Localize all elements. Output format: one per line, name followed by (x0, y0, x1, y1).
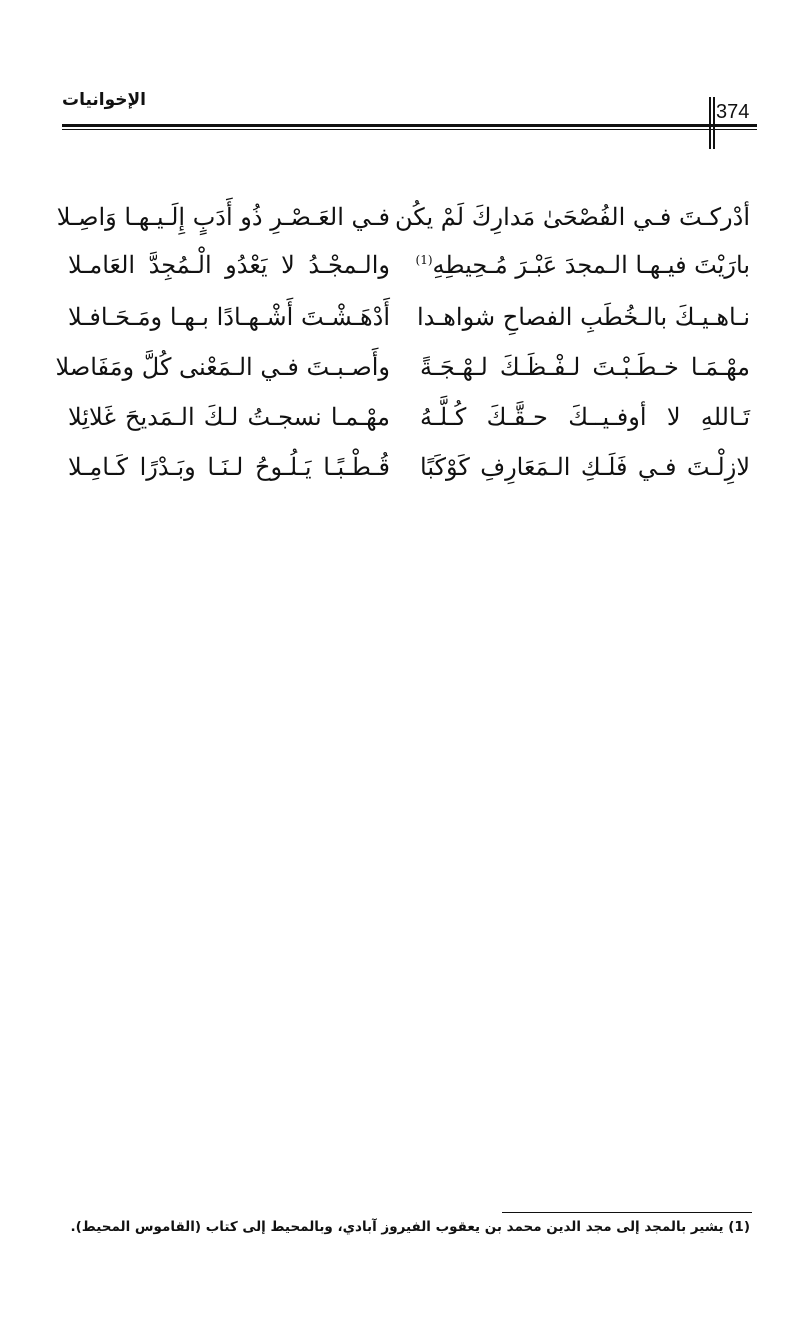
footnote-reference: (1) (415, 253, 433, 267)
verse-6-second-hemistich: قُـطْـبًـا يَـلُـوحُ لـنَـا وبَـدْرًا كَـامِـلا (68, 453, 390, 481)
header-bracket-line (709, 97, 711, 149)
page-number: 374 (716, 101, 750, 123)
verse-2-second-hemistich: والـمجْـدُ لا يَعْدُو الْـمُجِدَّ العَامـلا (68, 251, 390, 279)
footnote-separator (502, 1212, 752, 1213)
verse-3-second-hemistich: أَدْهَـشْـتَ أَشْـهـادًا بـهـا ومَـحَـافـلا (68, 303, 390, 331)
header-bracket-line (713, 97, 715, 149)
verse-5-first-hemistich: تَـاللهِ لا أوفـيــكَ حـقَّـكَ كُـلَّـهُ (420, 403, 750, 431)
verse-4-second-hemistich: وأَصـبـتَ فـي الـمَعْنى كُلَّ ومَفَاصلا (55, 353, 390, 381)
verse-4-first-hemistich: مهْـمَـا خـطَـبْـتَ لـفْـظَـكَ لـهْـجَـةً (420, 353, 750, 381)
verse-6-first-hemistich: لازِلْـتَ فـي فَلَـكِ الـمَعَارِفِ كَوْكَبًا (420, 453, 750, 481)
verse-2-first-hemistich: بارَيْتَ فيـهـا الـمجدَ عَبْـرَ مُـحِيطِهِ$^{(1)}$ (415, 251, 750, 279)
header-rule-thick (62, 124, 757, 127)
verse-5-second-hemistich: مهْـمـا نسجـتُ لـكَ الـمَديحَ غَلائِلا (68, 403, 390, 431)
header-title: الإخوانيات (62, 90, 147, 110)
footnote-text: (1) يشير بالمجد إلى مجد الدين محمد بن يعقوب الفيروز آبادي، وبالمحيط إلى كتاب (القاموس المحيط). (70, 1219, 750, 1235)
verse-3-first-hemistich: نـاهـيـكَ بالـخُطَبِ الفصاحِ شواهـدا (416, 303, 750, 331)
verse-1-first-hemistich: أدْركـتَ فـي الفُصْحَىٰ مَدارِكَ لَمْ يكُن (394, 203, 750, 231)
header-rule-thin (62, 129, 757, 130)
verse-1-second-hemistich: فـي العَـصْـرِ ذُو أَدَبٍ إِلَـيـهـا وَاصِـلا (56, 203, 390, 231)
